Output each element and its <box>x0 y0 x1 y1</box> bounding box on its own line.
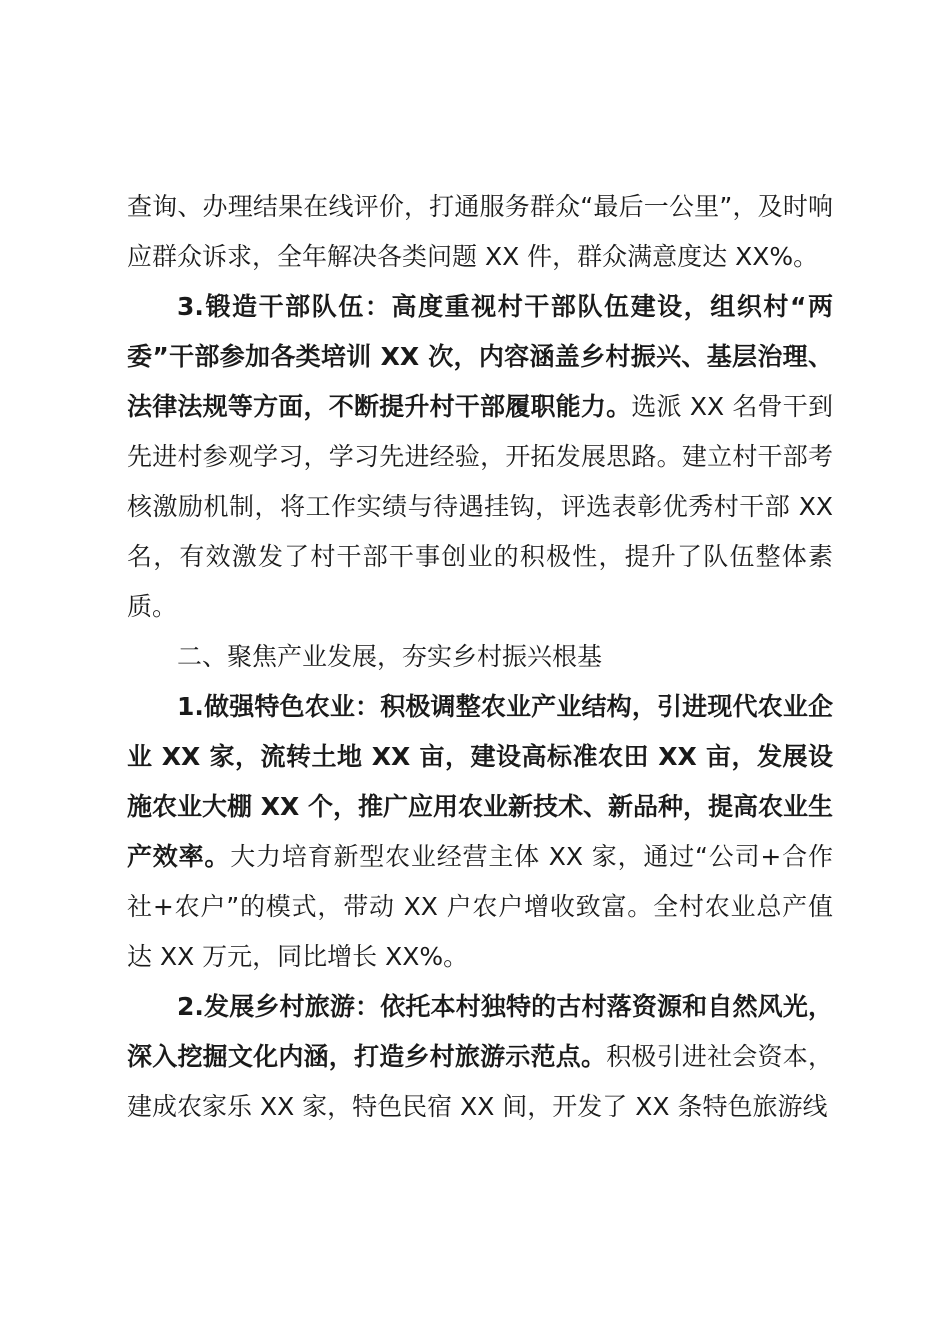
paragraph-agriculture <box>127 682 833 982</box>
paragraph-cadre-team <box>127 282 833 632</box>
paragraph-tourism-text: 积极引进社会资本，建成农家乐 XX 家，特色民宿 XX 间，开发了 XX 条特色旅游线 <box>127 1042 833 1121</box>
paragraph-agriculture-heading: 1.做强特色农业：积极调整农业产业结构，引进现代农业企业 XX 家，流转土地 XX 亩，建设高标准农田 XX 亩，发展设施农业大棚 XX 个，推广应用农业新技术、新品种，提高农业生产效率。 <box>127 692 833 871</box>
section-heading-industry-text: 二、聚焦产业发展，夯实乡村振兴根基 <box>177 642 603 671</box>
paragraph-cadre-team-text: 选派 XX 名骨干到先进村参观学习，学习先进经验，开拓发展思路。建立村干部考核激励机制，将工作实绩与待遇挂钩，评选表彰优秀村干部 XX 名，有效激发了村干部干事创业的积极性，提升了队伍整体素质。 <box>127 392 833 621</box>
paragraph-service <box>127 182 833 282</box>
paragraph-service-text: 查询、办理结果在线评价，打通服务群众“最后一公里”，及时响应群众诉求，全年解决各类问题 XX 件，群众满意度达 XX%。 <box>127 192 833 271</box>
paragraph-cadre-team-heading: 3.锻造干部队伍：高度重视村干部队伍建设，组织村“两委”干部参加各类培训 XX 次，内容涵盖乡村振兴、基层治理、法律法规等方面，不断提升村干部履职能力。 <box>127 292 833 421</box>
paragraph-agriculture-text: 大力培育新型农业经营主体 XX 家，通过“公司+合作社+农户”的模式，带动 XX 户农户增收致富。全村农业总产值达 XX 万元，同比增长 XX%。 <box>127 842 833 971</box>
paragraph-tourism <box>127 982 833 1132</box>
paragraph-tourism-heading: 2.发展乡村旅游：依托本村独特的古村落资源和自然风光，深入挖掘文化内涵，打造乡村旅游示范点。 <box>127 992 833 1071</box>
section-heading-industry <box>127 632 833 682</box>
document-page <box>127 182 833 1132</box>
